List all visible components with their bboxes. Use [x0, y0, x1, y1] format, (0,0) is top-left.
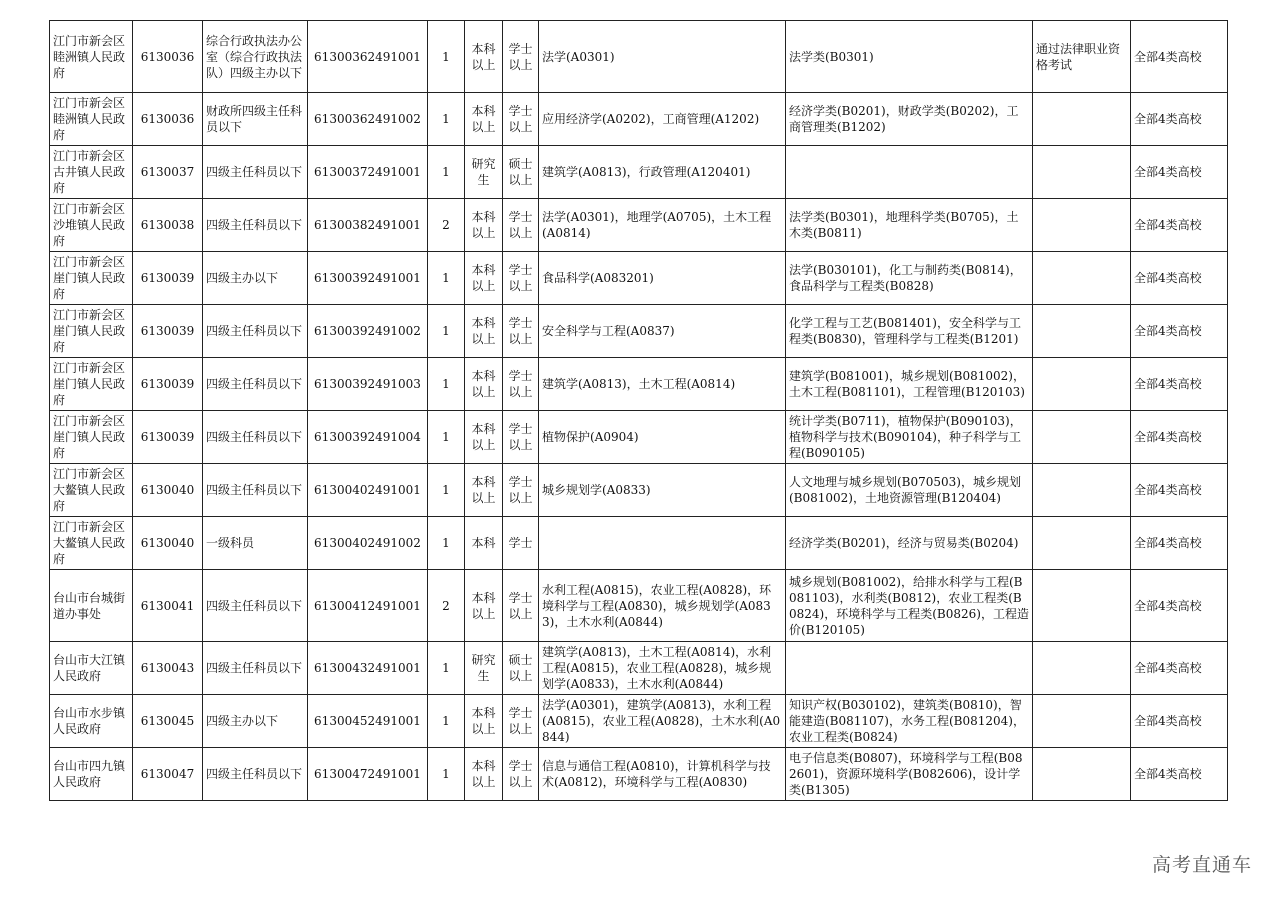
position-cell: 四级主任科员以下 [203, 464, 308, 517]
post-code-cell: 61300392491004 [308, 411, 428, 464]
post-code-cell: 61300412491001 [308, 570, 428, 642]
degree-cell: 硕士以上 [503, 642, 539, 695]
code-cell: 6130045 [133, 695, 203, 748]
unit-cell: 台山市水步镇人民政府 [50, 695, 133, 748]
education-cell: 研究生 [465, 642, 503, 695]
major-b-cell [786, 146, 1033, 199]
school-type-cell: 全部4类高校 [1131, 464, 1228, 517]
position-cell: 四级主任科员以下 [203, 748, 308, 801]
table-body [50, 21, 1228, 801]
degree-cell: 硕士以上 [503, 146, 539, 199]
table-row [50, 517, 1228, 570]
education-cell: 本科以上 [465, 93, 503, 146]
school-type-cell: 全部4类高校 [1131, 570, 1228, 642]
code-cell: 6130039 [133, 252, 203, 305]
code-cell: 6130043 [133, 642, 203, 695]
other-requirement-cell: 通过法律职业资格考试 [1033, 21, 1131, 93]
code-cell: 6130040 [133, 464, 203, 517]
count-cell: 1 [428, 93, 465, 146]
other-requirement-cell [1033, 642, 1131, 695]
education-cell: 本科以上 [465, 464, 503, 517]
major-b-cell: 知识产权(B030102)，建筑类(B0810)，智能建造(B081107)，水务工程(B081204)，农业工程类(B0824) [786, 695, 1033, 748]
school-type-cell: 全部4类高校 [1131, 517, 1228, 570]
major-b-cell: 化学工程与工艺(B081401)，安全科学与工程类(B0830)，管理科学与工程类(B1201) [786, 305, 1033, 358]
post-code-cell: 61300452491001 [308, 695, 428, 748]
count-cell: 1 [428, 464, 465, 517]
degree-cell: 学士以上 [503, 411, 539, 464]
major-b-cell: 法学类(B0301) [786, 21, 1033, 93]
count-cell: 2 [428, 570, 465, 642]
position-cell: 财政所四级主任科员以下 [203, 93, 308, 146]
code-cell: 6130038 [133, 199, 203, 252]
major-a-cell: 水利工程(A0815)，农业工程(A0828)，环境科学与工程(A0830)，城乡规划学(A0833)，土木水利(A0844) [539, 570, 786, 642]
post-code-cell: 61300362491002 [308, 93, 428, 146]
education-cell: 本科以上 [465, 358, 503, 411]
unit-cell: 江门市新会区崖门镇人民政府 [50, 252, 133, 305]
count-cell: 1 [428, 411, 465, 464]
post-code-cell: 61300382491001 [308, 199, 428, 252]
unit-cell: 江门市新会区睦洲镇人民政府 [50, 21, 133, 93]
table-row [50, 695, 1228, 748]
code-cell: 6130041 [133, 570, 203, 642]
other-requirement-cell [1033, 695, 1131, 748]
unit-cell: 台山市台城街道办事处 [50, 570, 133, 642]
post-code-cell: 61300432491001 [308, 642, 428, 695]
table-row [50, 358, 1228, 411]
major-a-cell: 法学(A0301)，地理学(A0705)，土木工程(A0814) [539, 199, 786, 252]
major-a-cell: 食品科学(A083201) [539, 252, 786, 305]
post-code-cell: 61300392491003 [308, 358, 428, 411]
code-cell: 6130036 [133, 21, 203, 93]
post-code-cell: 61300402491001 [308, 464, 428, 517]
table-row [50, 570, 1228, 642]
education-cell: 本科以上 [465, 252, 503, 305]
unit-cell: 江门市新会区睦洲镇人民政府 [50, 93, 133, 146]
code-cell: 6130037 [133, 146, 203, 199]
table-row [50, 305, 1228, 358]
major-a-cell: 建筑学(A0813)，土木工程(A0814) [539, 358, 786, 411]
other-requirement-cell [1033, 748, 1131, 801]
post-code-cell: 61300472491001 [308, 748, 428, 801]
unit-cell: 江门市新会区古井镇人民政府 [50, 146, 133, 199]
position-cell: 四级主任科员以下 [203, 146, 308, 199]
code-cell: 6130039 [133, 358, 203, 411]
major-a-cell: 城乡规划学(A0833) [539, 464, 786, 517]
major-a-cell [539, 517, 786, 570]
degree-cell: 学士以上 [503, 748, 539, 801]
education-cell: 本科以上 [465, 199, 503, 252]
table-row [50, 21, 1228, 93]
count-cell: 1 [428, 695, 465, 748]
post-code-cell: 61300392491001 [308, 252, 428, 305]
other-requirement-cell [1033, 146, 1131, 199]
table-row [50, 93, 1228, 146]
post-code-cell: 61300372491001 [308, 146, 428, 199]
count-cell: 1 [428, 252, 465, 305]
education-cell: 本科 [465, 517, 503, 570]
other-requirement-cell [1033, 411, 1131, 464]
major-b-cell: 电子信息类(B0807)，环境科学与工程(B082601)，资源环境科学(B082606)，设计学类(B1305) [786, 748, 1033, 801]
post-code-cell: 61300392491002 [308, 305, 428, 358]
position-cell: 四级主办以下 [203, 695, 308, 748]
table-row [50, 252, 1228, 305]
other-requirement-cell [1033, 358, 1131, 411]
other-requirement-cell [1033, 252, 1131, 305]
degree-cell: 学士以上 [503, 695, 539, 748]
degree-cell: 学士 [503, 517, 539, 570]
school-type-cell: 全部4类高校 [1131, 411, 1228, 464]
degree-cell: 学士以上 [503, 21, 539, 93]
education-cell: 本科以上 [465, 411, 503, 464]
unit-cell: 江门市新会区沙堆镇人民政府 [50, 199, 133, 252]
education-cell: 研究生 [465, 146, 503, 199]
school-type-cell: 全部4类高校 [1131, 21, 1228, 93]
major-b-cell: 法学类(B0301)，地理科学类(B0705)，土木类(B0811) [786, 199, 1033, 252]
major-a-cell: 法学(A0301)，建筑学(A0813)，水利工程(A0815)，农业工程(A0828)，土木水利(A0844) [539, 695, 786, 748]
position-cell: 四级主任科员以下 [203, 358, 308, 411]
education-cell: 本科以上 [465, 305, 503, 358]
count-cell: 2 [428, 199, 465, 252]
school-type-cell: 全部4类高校 [1131, 695, 1228, 748]
major-a-cell: 植物保护(A0904) [539, 411, 786, 464]
unit-cell: 江门市新会区崖门镇人民政府 [50, 305, 133, 358]
major-a-cell: 法学(A0301) [539, 21, 786, 93]
degree-cell: 学士以上 [503, 358, 539, 411]
major-a-cell: 信息与通信工程(A0810)，计算机科学与技术(A0812)，环境科学与工程(A0830) [539, 748, 786, 801]
education-cell: 本科以上 [465, 695, 503, 748]
unit-cell: 江门市新会区大鳌镇人民政府 [50, 464, 133, 517]
major-b-cell: 经济学类(B0201)，经济与贸易类(B0204) [786, 517, 1033, 570]
major-b-cell: 建筑学(B081001)，城乡规划(B081002)，土木工程(B081101)，工程管理(B120103) [786, 358, 1033, 411]
count-cell: 1 [428, 642, 465, 695]
other-requirement-cell [1033, 517, 1131, 570]
education-cell: 本科以上 [465, 21, 503, 93]
code-cell: 6130039 [133, 305, 203, 358]
degree-cell: 学士以上 [503, 570, 539, 642]
count-cell: 1 [428, 358, 465, 411]
education-cell: 本科以上 [465, 570, 503, 642]
degree-cell: 学士以上 [503, 199, 539, 252]
major-a-cell: 安全科学与工程(A0837) [539, 305, 786, 358]
count-cell: 1 [428, 305, 465, 358]
major-b-cell: 经济学类(B0201)，财政学类(B0202)，工商管理类(B1202) [786, 93, 1033, 146]
code-cell: 6130036 [133, 93, 203, 146]
position-cell: 四级主任科员以下 [203, 199, 308, 252]
education-cell: 本科以上 [465, 748, 503, 801]
position-cell: 四级主任科员以下 [203, 642, 308, 695]
table-row [50, 748, 1228, 801]
post-code-cell: 61300402491002 [308, 517, 428, 570]
other-requirement-cell [1033, 199, 1131, 252]
position-cell: 综合行政执法办公室（综合行政执法队）四级主办以下 [203, 21, 308, 93]
degree-cell: 学士以上 [503, 305, 539, 358]
post-code-cell: 61300362491001 [308, 21, 428, 93]
unit-cell: 江门市新会区大鳌镇人民政府 [50, 517, 133, 570]
school-type-cell: 全部4类高校 [1131, 748, 1228, 801]
count-cell: 1 [428, 21, 465, 93]
school-type-cell: 全部4类高校 [1131, 642, 1228, 695]
code-cell: 6130040 [133, 517, 203, 570]
major-b-cell [786, 642, 1033, 695]
other-requirement-cell [1033, 305, 1131, 358]
other-requirement-cell [1033, 464, 1131, 517]
table-row [50, 464, 1228, 517]
table-row [50, 642, 1228, 695]
count-cell: 1 [428, 146, 465, 199]
major-b-cell: 统计学类(B0711)，植物保护(B090103)，植物科学与技术(B090104)，种子科学与工程(B090105) [786, 411, 1033, 464]
count-cell: 1 [428, 748, 465, 801]
degree-cell: 学士以上 [503, 252, 539, 305]
major-a-cell: 建筑学(A0813)，土木工程(A0814)，水利工程(A0815)，农业工程(A0828)，城乡规划学(A0833)，土木水利(A0844) [539, 642, 786, 695]
watermark-text: 高考直通车 [1151, 854, 1252, 876]
code-cell: 6130039 [133, 411, 203, 464]
table-row [50, 411, 1228, 464]
position-cell: 四级主办以下 [203, 252, 308, 305]
school-type-cell: 全部4类高校 [1131, 305, 1228, 358]
position-cell: 四级主任科员以下 [203, 570, 308, 642]
other-requirement-cell [1033, 570, 1131, 642]
unit-cell: 江门市新会区崖门镇人民政府 [50, 411, 133, 464]
unit-cell: 江门市新会区崖门镇人民政府 [50, 358, 133, 411]
major-b-cell: 人文地理与城乡规划(B070503)，城乡规划(B081002)，土地资源管理(B120404) [786, 464, 1033, 517]
table-row [50, 146, 1228, 199]
school-type-cell: 全部4类高校 [1131, 358, 1228, 411]
unit-cell: 台山市四九镇人民政府 [50, 748, 133, 801]
major-a-cell: 建筑学(A0813)，行政管理(A120401) [539, 146, 786, 199]
major-b-cell: 法学(B030101)，化工与制药类(B0814)，食品科学与工程类(B0828) [786, 252, 1033, 305]
major-a-cell: 应用经济学(A0202)，工商管理(A1202) [539, 93, 786, 146]
major-b-cell: 城乡规划(B081002)，给排水科学与工程(B081103)，水利类(B0812)，农业工程类(B0824)，环境科学与工程类(B0826)，工程造价(B120105) [786, 570, 1033, 642]
school-type-cell: 全部4类高校 [1131, 252, 1228, 305]
degree-cell: 学士以上 [503, 464, 539, 517]
position-cell: 一级科员 [203, 517, 308, 570]
count-cell: 1 [428, 517, 465, 570]
unit-cell: 台山市大江镇人民政府 [50, 642, 133, 695]
table-row [50, 199, 1228, 252]
school-type-cell: 全部4类高校 [1131, 199, 1228, 252]
school-type-cell: 全部4类高校 [1131, 146, 1228, 199]
position-cell: 四级主任科员以下 [203, 411, 308, 464]
recruitment-table [49, 20, 1228, 801]
position-cell: 四级主任科员以下 [203, 305, 308, 358]
school-type-cell: 全部4类高校 [1131, 93, 1228, 146]
degree-cell: 学士以上 [503, 93, 539, 146]
other-requirement-cell [1033, 93, 1131, 146]
code-cell: 6130047 [133, 748, 203, 801]
